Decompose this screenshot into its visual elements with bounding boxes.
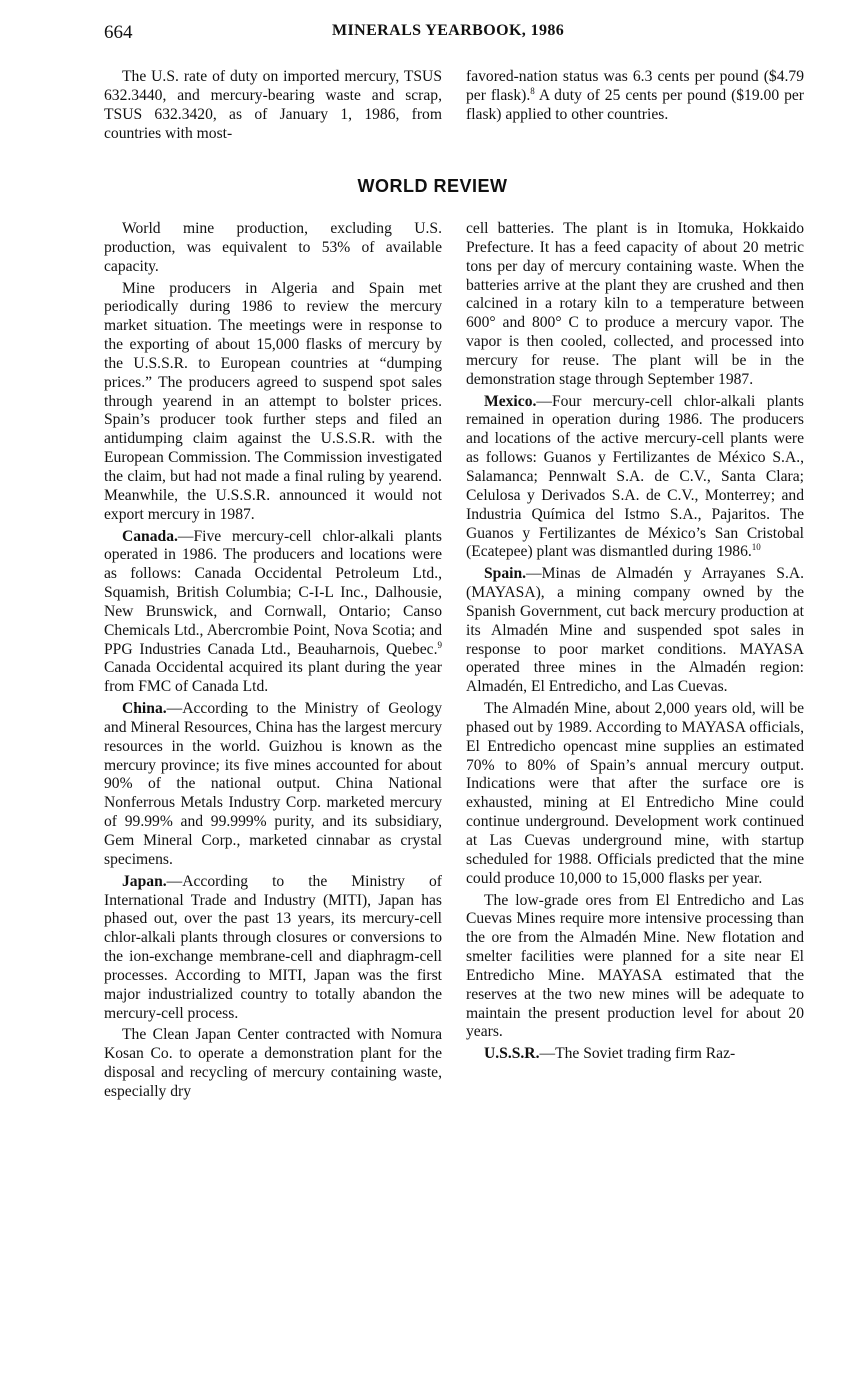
- duty-paragraph-continued: [466, 68, 804, 125]
- intro-right-column: [466, 68, 804, 125]
- footnote-ref: 10: [751, 542, 761, 553]
- intro-left-column: [104, 68, 442, 143]
- footnote-ref: 8: [530, 85, 535, 96]
- duty-text-a: favored-nation status was 6.3 cents per pound ($4.79 per flask).: [466, 68, 804, 104]
- left-column: [104, 220, 442, 1102]
- canada-paragraph: [104, 528, 442, 698]
- algeria-spain-paragraph: Mine producers in Algeria and Spain met periodically during 1986 to review the mercury market situation. The meetings were in response to the exporting of about 15,000 flasks of mercury by the U.S.S.R. to European countries at “dumping prices.” The producers agreed to suspend spot sales through yearend in an attempt to bolster prices. Spain’s producer took further steps and filed an antidumping claim against the U.S.S.R. with the European Commission. The Commission investigated the claim, but had not made a final ruling by yearend. Meanwhile, the U.S.S.R. announced it would not export mercury in 1987.: [104, 279, 442, 523]
- page-number: 664: [104, 22, 133, 43]
- low-grade-ores-paragraph: The low-grade ores from El Entredicho and Las Cuevas Mines require more intensive processing than the ore from the Almadén Mine. New flotation and smelter facilities were planned for a site near El Entredicho Mine. MAYASA estimated that the reserves at the two new mines will be adequate to maintain the present production level for about 20 years.: [466, 891, 804, 1041]
- canada-text-b: Canada Occidental acquired its plant during the year from FMC of Canada Ltd.: [104, 659, 442, 696]
- footnote-ref: 9: [437, 639, 442, 650]
- ussr-text: —The Soviet trading firm Raz-: [539, 1045, 736, 1063]
- almaden-paragraph: The Almadén Mine, about 2,000 years old, will be phased out by 1989. According to MAYASA officials, El Entredicho opencast mine supplies an estimated 70% to 80% of Spain’s annual mercury output. Indications were that after the surface ore is exhausted, mining at El Entredicho Mine could continue underground. Development work continued at Las Cuevas underground mine, with startup scheduled for 1988. Officials predicted that the mine could produce 10,000 to 15,000 flasks per year.: [466, 700, 804, 887]
- china-text: —According to the Ministry of Geology and Mineral Resources, China has the largest mercury resources in the world. Guizhou is known as the mercury province; its five mines accounted for about 90% of the national output. China National Nonferrous Metals Industry Corp. marketed mercury of 99.99% and 99.999% purity, and its subsidiary, Gem Mineral Corp., marketed cinnabar as crystal specimens.: [104, 700, 442, 868]
- canada-heading: Canada.: [122, 527, 178, 545]
- duty-paragraph: The U.S. rate of duty on imported mercury, TSUS 632.3440, and mercury-bearing waste and scrap, TSUS 632.3420, as of January 1, 1986, from countries with most-: [104, 68, 442, 142]
- page-header: [104, 22, 807, 48]
- clean-japan-paragraph: The Clean Japan Center contracted with Nomura Kosan Co. to operate a demonstration plant for the disposal and recycling of mercury containing waste, especially dry: [104, 1026, 442, 1100]
- japan-text: —According to the Ministry of International Trade and Industry (MITI), Japan has phased out, over the past 13 years, its mercury-cell chlor-alkali plants through closures or conversions to the ion-exchange membrane-cell and diaphragm-cell processes. According to MITI, Japan was the first major industrialized country to totally abandon the mercury-cell process.: [104, 872, 442, 1022]
- running-title: MINERALS YEARBOOK, 1986: [332, 22, 565, 39]
- ussr-heading: U.S.S.R.: [484, 1045, 540, 1063]
- japan-heading: Japan.: [122, 872, 167, 890]
- duty-text-b: A duty of 25 cents per pound ($19.00 per flask) applied to other countries.: [466, 86, 804, 123]
- canada-text-a: —Five mercury-cell chlor-alkali plants operated in 1986. The producers and locations were as follows: Canada Occidental Petroleum Ltd., Squamish, British Columbia; C-I-L Inc., Dalhousie, New Brunswick, and Cornwall, Ontario; Canso Chemicals Ltd., Abercrombie Point, Nova Scotia; and PPG Industries Canada Ltd., Beauharnois, Quebec.: [104, 527, 442, 658]
- clean-japan-paragraph-continued: cell batteries. The plant is in Itomuka, Hokkaido Prefecture. It has a feed capacity of about 20 metric tons per day of mercury containing waste. When the batteries arrive at the plant they are crushed and then calcined in a rotary kiln to a temperature between 600° and 800° C to produce a mercury vapor. The vapor is then cooled, collected, and processed into mercury for reuse. The plant will be in the demonstration stage through September 1987.: [466, 220, 804, 388]
- china-heading: China.: [122, 700, 167, 718]
- mexico-paragraph: [466, 393, 804, 563]
- spain-text: —Minas de Almadén y Arrayanes S.A. (MAYASA), a mining company owned by the Spanish Government, cut back mercury production at its Almadén Mine and suspended spot sales in response to poor market conditions. MAYASA operated three mines in the Almadén region: Almadén, El Entredicho, and Las Cuevas.: [466, 565, 804, 696]
- spain-heading: Spain.: [484, 565, 527, 583]
- china-paragraph: [104, 700, 442, 870]
- mexico-text: —Four mercury-cell chlor-alkali plants remained in operation during 1986. The producers and locations of the active mercury-cell plants were as follows: Guanos y Fertilizantes de México S.A., Salamanca; Pennwalt S.A. de C.V., Santa Clara; Celulosa y Derivados S.A. de C.V., Monterrey; and Industria Química del Istmo S.A., Pajaritos. The Guanos y Fertilizantes de México’s San Cristobal (Ecatepee) plant was dismantled during 1986.: [466, 392, 804, 561]
- ussr-paragraph: [466, 1045, 804, 1064]
- right-column: [466, 220, 804, 1064]
- spain-paragraph: [466, 565, 804, 697]
- mexico-heading: Mexico.: [484, 392, 537, 410]
- japan-paragraph: [104, 873, 442, 1024]
- section-heading: WORLD REVIEW: [357, 176, 508, 196]
- world-production-paragraph: World mine production, excluding U.S. production, was equivalent to 53% of available capacity.: [104, 220, 442, 275]
